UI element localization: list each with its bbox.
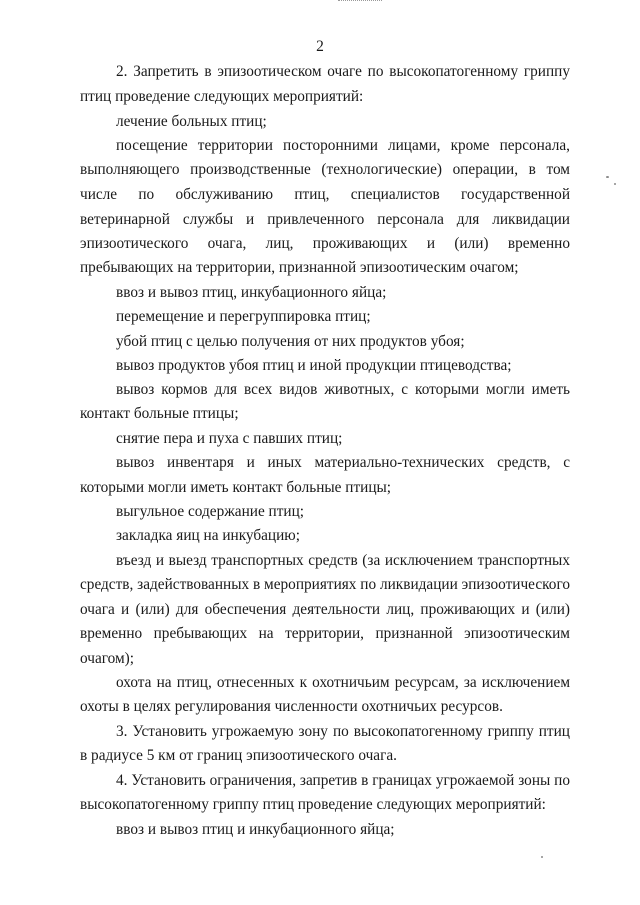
list-item: ввоз и вывоз птиц и инкубационного яйца; xyxy=(116,821,395,838)
list-item-line: числе по обслуживанию птиц, специалистов государственной xyxy=(80,186,570,203)
paragraph-line: в радиусе 5 км от границ эпизоотического очага. xyxy=(80,747,397,764)
paragraph-line: птиц проведение следующих мероприятий: xyxy=(80,88,364,105)
list-item: лечение больных птиц; xyxy=(116,113,267,130)
scan-speck xyxy=(541,856,543,858)
list-item: убой птиц с целью получения от них продуктов убоя; xyxy=(116,333,465,350)
list-item-line: которыми могли иметь контакт больные птицы; xyxy=(80,479,392,496)
list-item-line: эпизоотического очага, лиц, проживающих и (или) временно xyxy=(80,235,570,252)
list-item: въезд и выезд транспортных средств (за исключением транспортных xyxy=(116,552,570,569)
paragraph-line: 3. Установить угрожаемую зону по высокопатогенному гриппу птиц xyxy=(116,723,570,740)
list-item: вывоз инвентаря и иных материально-технических средств, с xyxy=(116,454,570,471)
list-item-line: охоты в целях регулирования численности охотничьих ресурсов. xyxy=(80,698,503,715)
list-item-line: очага и (или) для обеспечения деятельности лиц, проживающих и (или) xyxy=(80,601,570,618)
paragraph-line: 2. Запретить в эпизоотическом очаге по высокопатогенному гриппу xyxy=(116,63,570,80)
list-item: вывоз продуктов убоя птиц и иной продукции птицеводства; xyxy=(116,357,512,374)
list-item-line: средств, задействованных в мероприятиях по ликвидации эпизоотического xyxy=(80,576,570,593)
list-item: закладка яиц на инкубацию; xyxy=(116,527,300,544)
list-item: ввоз и вывоз птиц, инкубационного яйца; xyxy=(116,284,387,301)
list-item: вывоз кормов для всех видов животных, с которыми могли иметь xyxy=(116,381,570,398)
list-item-line: пребывающих на территории, признанной эпизоотическим очагом; xyxy=(80,259,519,276)
list-item-line: контакт больные птицы; xyxy=(80,405,239,422)
list-item-line: временно пребывающих на территории, признанной эпизоотическим xyxy=(80,625,570,642)
list-item-line: выполняющего производственные (технологические) операции, в том xyxy=(80,161,570,178)
list-item: выгульное содержание птиц; xyxy=(116,503,305,520)
list-item: охота на птиц, отнесенных к охотничьим ресурсам, за исключением xyxy=(116,674,570,691)
list-item: посещение территории посторонними лицами, кроме персонала, xyxy=(116,137,570,154)
scan-edge-mark xyxy=(338,0,382,3)
paragraph-line: 4. Установить ограничения, запретив в границах угрожаемой зоны по xyxy=(116,772,570,789)
scan-speck xyxy=(606,176,609,178)
scan-speck xyxy=(614,183,616,185)
list-item: перемещение и перегруппировка птиц; xyxy=(116,308,371,325)
list-item-line: очагом); xyxy=(80,650,135,667)
list-item: снятие пера и пуха с павших птиц; xyxy=(116,430,343,447)
page-number: 2 xyxy=(316,38,324,55)
paragraph-line: высокопатогенному гриппу птиц проведение следующих мероприятий: xyxy=(80,796,546,813)
list-item-line: ветеринарной службы и привлеченного персонала для ликвидации xyxy=(80,211,570,228)
